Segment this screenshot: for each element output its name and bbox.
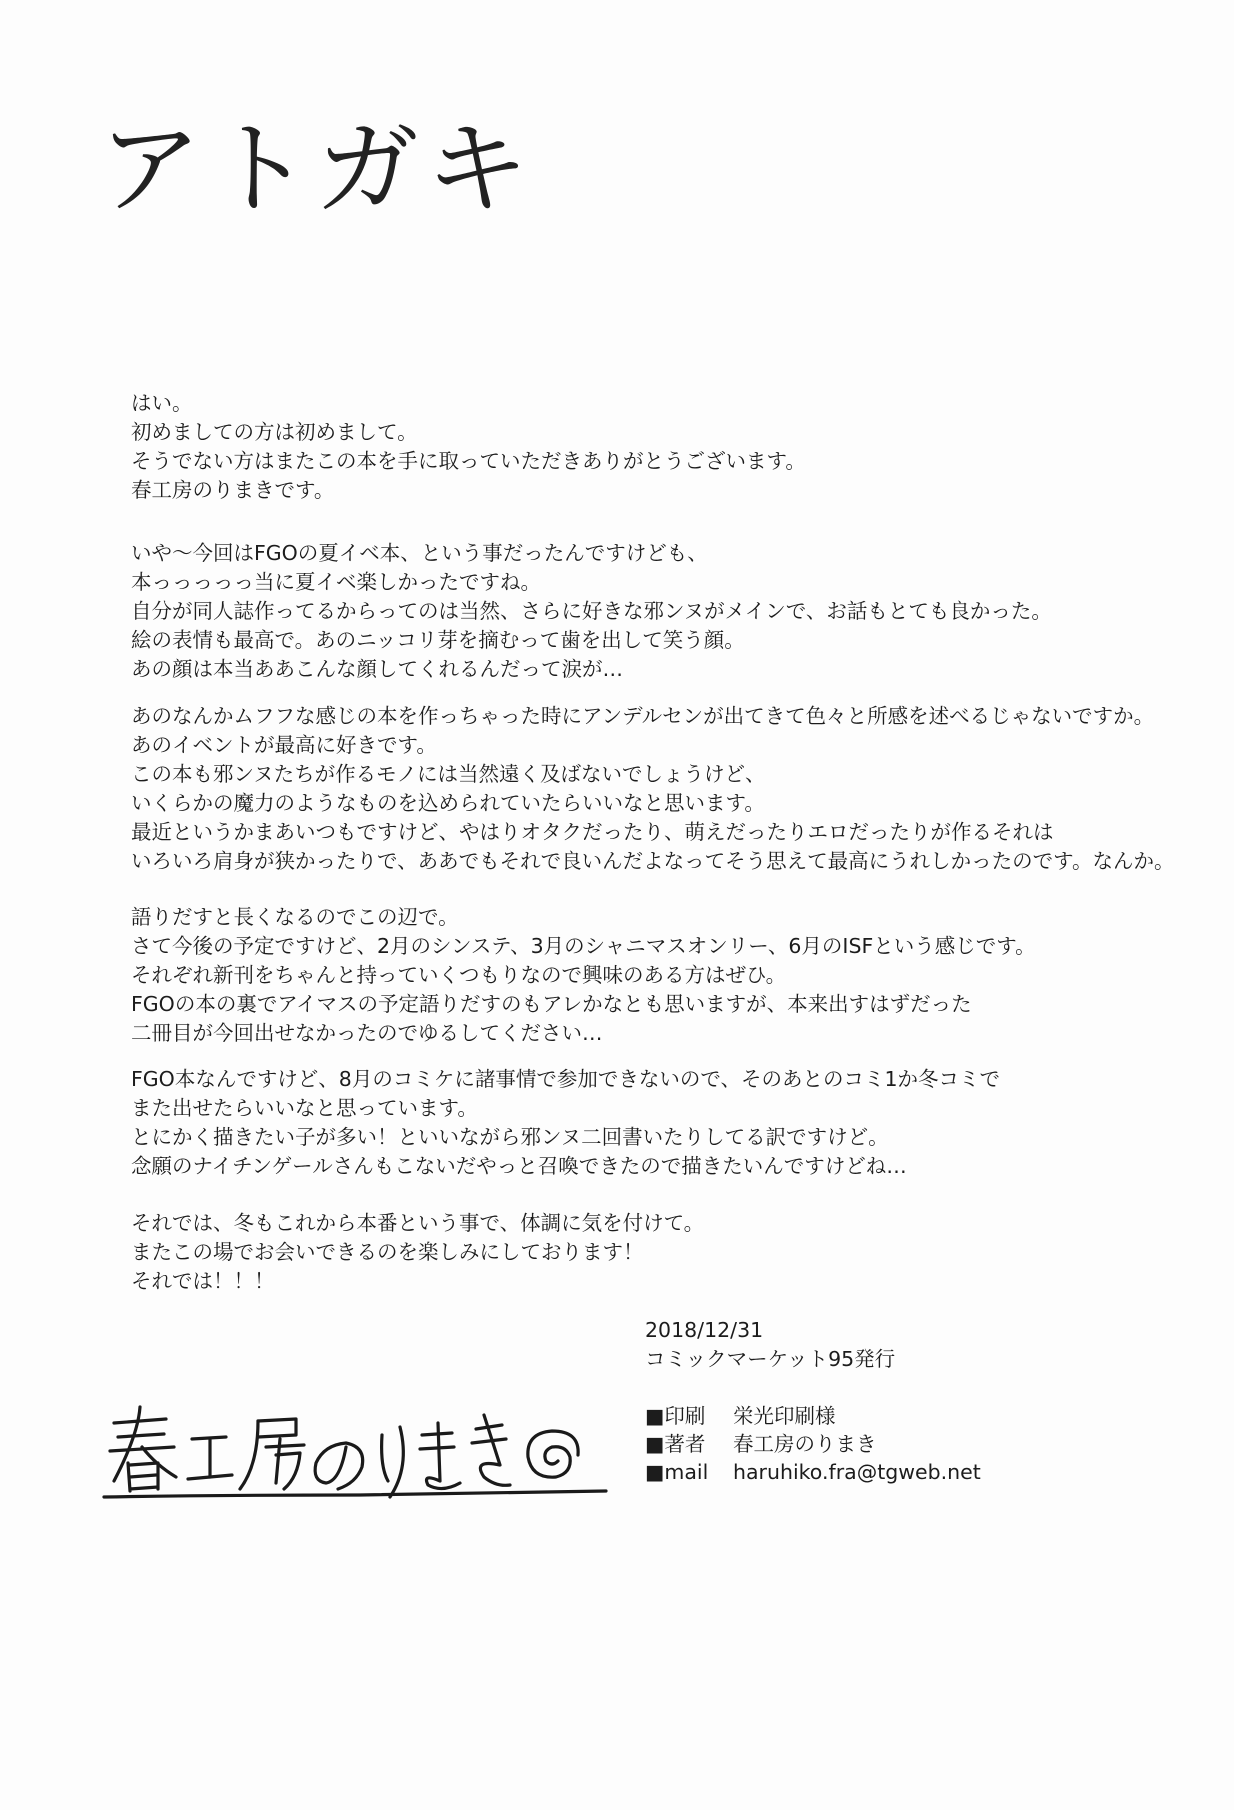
text-line: とにかく描きたい子が多い！といいながら邪ンヌ二回書いたりしてる訳ですけど。 xyxy=(131,1125,889,1149)
text-line: またこの場でお会いできるのを楽しみにしております！ xyxy=(131,1240,644,1264)
text-line: 絵の表情も最高で。あのニッコリ芽を摘むって歯を出して笑う顔。 xyxy=(131,628,745,652)
text-line: あの顔は本当ああこんな顔してくれるんだって涙が… xyxy=(131,657,623,681)
text-line: それでは！！！ xyxy=(131,1269,275,1293)
text-line: あのイベントが最高に好きです。 xyxy=(131,733,437,757)
author-label: ■著者 xyxy=(645,1432,706,1456)
text-line: 二冊目が今回出せなかったのでゆるしてください… xyxy=(131,1021,603,1045)
colophon-info xyxy=(645,1402,981,1486)
text-line: 自分が同人誌作ってるからってのは当然、さらに好きな邪ンヌがメインで、お話もとても良かった。 xyxy=(131,599,1052,623)
text-line: 初めましての方は初めまして。 xyxy=(131,420,418,444)
text-line: 本っっっっっ当に夏イベ楽しかったですね。 xyxy=(131,570,541,594)
colophon-row-author xyxy=(645,1430,981,1458)
text-line: いや～今回はFGOの夏イベ本、という事だったんですけども、 xyxy=(131,541,708,565)
colophon-row-printer xyxy=(645,1402,981,1430)
mail-value: haruhiko.fra@tgweb.net xyxy=(733,1460,981,1484)
issue-date: 2018/12/31 xyxy=(645,1318,764,1342)
text-line: それでは、冬もこれから本番という事で、体調に気を付けて。 xyxy=(131,1211,705,1235)
paragraph-closing xyxy=(131,1209,1191,1296)
text-line: あのなんかムフフな感じの本を作っちゃった時にアンデルセンが出てきて色々と所感を述べるじゃないですか。 xyxy=(131,704,1155,728)
paragraph-schedule xyxy=(131,903,1191,1048)
printer-value: 栄光印刷様 xyxy=(733,1404,836,1428)
text-line: さて今後の予定ですけど、2月のシンステ、3月のシャニマスオンリー、6月のISFという感じです。 xyxy=(131,934,1036,958)
mail-label: ■mail xyxy=(645,1460,709,1484)
text-line: また出せたらいいなと思っています。 xyxy=(131,1096,478,1120)
text-line: いろいろ肩身が狭かったりで、ああでもそれで良いんだよなってそう思えて最高にうれしかったのです。なんか。 xyxy=(131,849,1175,873)
text-line: 念願のナイチンゲールさんもこないだやっと召喚できたので描きたいんですけどね… xyxy=(131,1154,907,1178)
text-line: そうでない方はまたこの本を手に取っていただきありがとうございます。 xyxy=(131,449,806,473)
text-line: 春工房のりまきです。 xyxy=(131,478,335,502)
text-line: 最近というかまあいつもですけど、やはりオタクだったり、萌えだったりエロだったりが作るそれは xyxy=(131,820,1054,844)
text-line: FGOの本の裏でアイマスの予定語りだすのもアレかなとも思いますが、本来出すはずだった xyxy=(131,992,972,1016)
text-line: FGO本なんですけど、8月のコミケに諸事情で参加できないので、そのあとのコミ1か冬コミで xyxy=(131,1067,1000,1091)
colophon-date xyxy=(645,1316,895,1374)
handwritten-signature xyxy=(100,1385,610,1505)
issue-event: コミックマーケット95発行 xyxy=(645,1347,896,1371)
text-line: 語りだすと長くなるのでこの辺で。 xyxy=(131,905,459,929)
text-line: いくらかの魔力のようなものを込められていたらいいなと思います。 xyxy=(131,791,765,815)
text-line: はい。 xyxy=(131,391,193,415)
colophon-row-mail xyxy=(645,1458,981,1486)
paragraph-summer-event xyxy=(131,539,1191,684)
paragraph-greeting xyxy=(131,389,1191,505)
page-title: アトガキ xyxy=(98,109,535,229)
printer-label: ■印刷 xyxy=(645,1404,706,1428)
author-value: 春工房のりまき xyxy=(733,1432,877,1456)
text-line: この本も邪ンヌたちが作るモノには当然遠く及ばないでしょうけど、 xyxy=(131,762,766,786)
paragraph-fgo-plans xyxy=(131,1065,1191,1181)
text-line: それぞれ新刊をちゃんと持っていくつもりなので興味のある方はぜひ。 xyxy=(131,963,787,987)
paragraph-andersen xyxy=(131,702,1191,876)
